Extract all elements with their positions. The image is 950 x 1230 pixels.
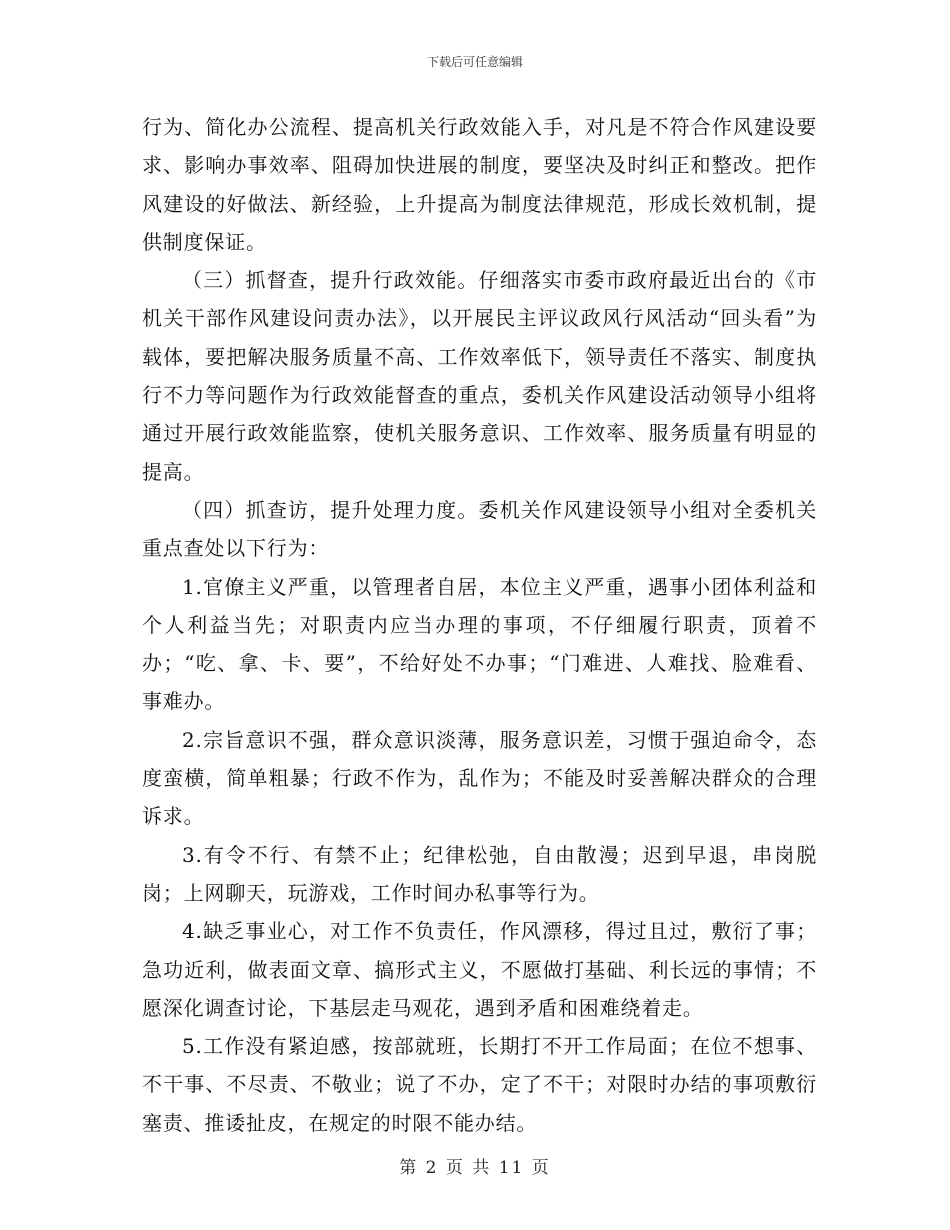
paragraph-section-three: （三）抓督查，提升行政效能。仔细落实市委市政府最近出台的《市机关干部作风建设问责办法》，以开展民主评议政风行风活动“回头看”为载体，要把解决服务质量不高、工作效率低下，领导责任不落实、制度执行不力等问题作为行政效能督查的重点，委机关作风建设活动领导小组将通过开展行政效能监察，使机关服务意识、工作效率、服务质量有明显的提高。 [142,268,817,484]
list-item-3: 3.有令不行、有禁不止；纪律松弛，自由散漫；迟到早退，串岗脱岗；上网聊天，玩游戏，工作时间办私事等行为。 [142,842,817,905]
document-body [142,108,817,1142]
paragraph-continuation: 行为、简化办公流程、提高机关行政效能入手，对凡是不符合作风建设要求、影响办事效率、阻碍加快进展的制度，要坚决及时纠正和整改。把作风建设的好做法、新经验，上升提高为制度法律规范，形成长效机制，提供制度保证。 [142,115,817,254]
list-item-1: 1.官僚主义严重，以管理者自居，本位主义严重，遇事小团体利益和个人利益当先；对职责内应当办理的事项，不仔细履行职责，顶着不办；“吃、拿、卡、要”，不给好处不办事；“门难进、人难找、脸难看、事难办。 [142,574,817,714]
page-header: 下载后可任意编辑 [426,55,523,69]
paragraph-section-four: （四）抓查访，提升处理力度。委机关作风建设领导小组对全委机关重点查处以下行为： [142,497,817,561]
page-number-footer: 第 2 页 共 11 页 [399,1158,551,1178]
list-item-5: 5.工作没有紧迫感，按部就班，长期打不开工作局面；在位不想事、不干事、不尽责、不敬业；说了不办，定了不干；对限时办结的事项敷衍塞责、推诿扯皮，在规定的时限不能办结。 [142,1034,817,1135]
list-item-4: 4.缺乏事业心，对工作不负责任，作风漂移，得过且过，敷衍了事；急功近利，做表面文章、搞形式主义，不愿做打基础、利长远的事情；不愿深化调查讨论，下基层走马观花，遇到矛盾和困难绕着走。 [142,919,817,1020]
list-item-2: 2.宗旨意识不强，群众意识淡薄，服务意识差，习惯于强迫命令，态度蛮横，简单粗暴；行政不作为，乱作为；不能及时妥善解决群众的合理诉求。 [142,727,817,829]
